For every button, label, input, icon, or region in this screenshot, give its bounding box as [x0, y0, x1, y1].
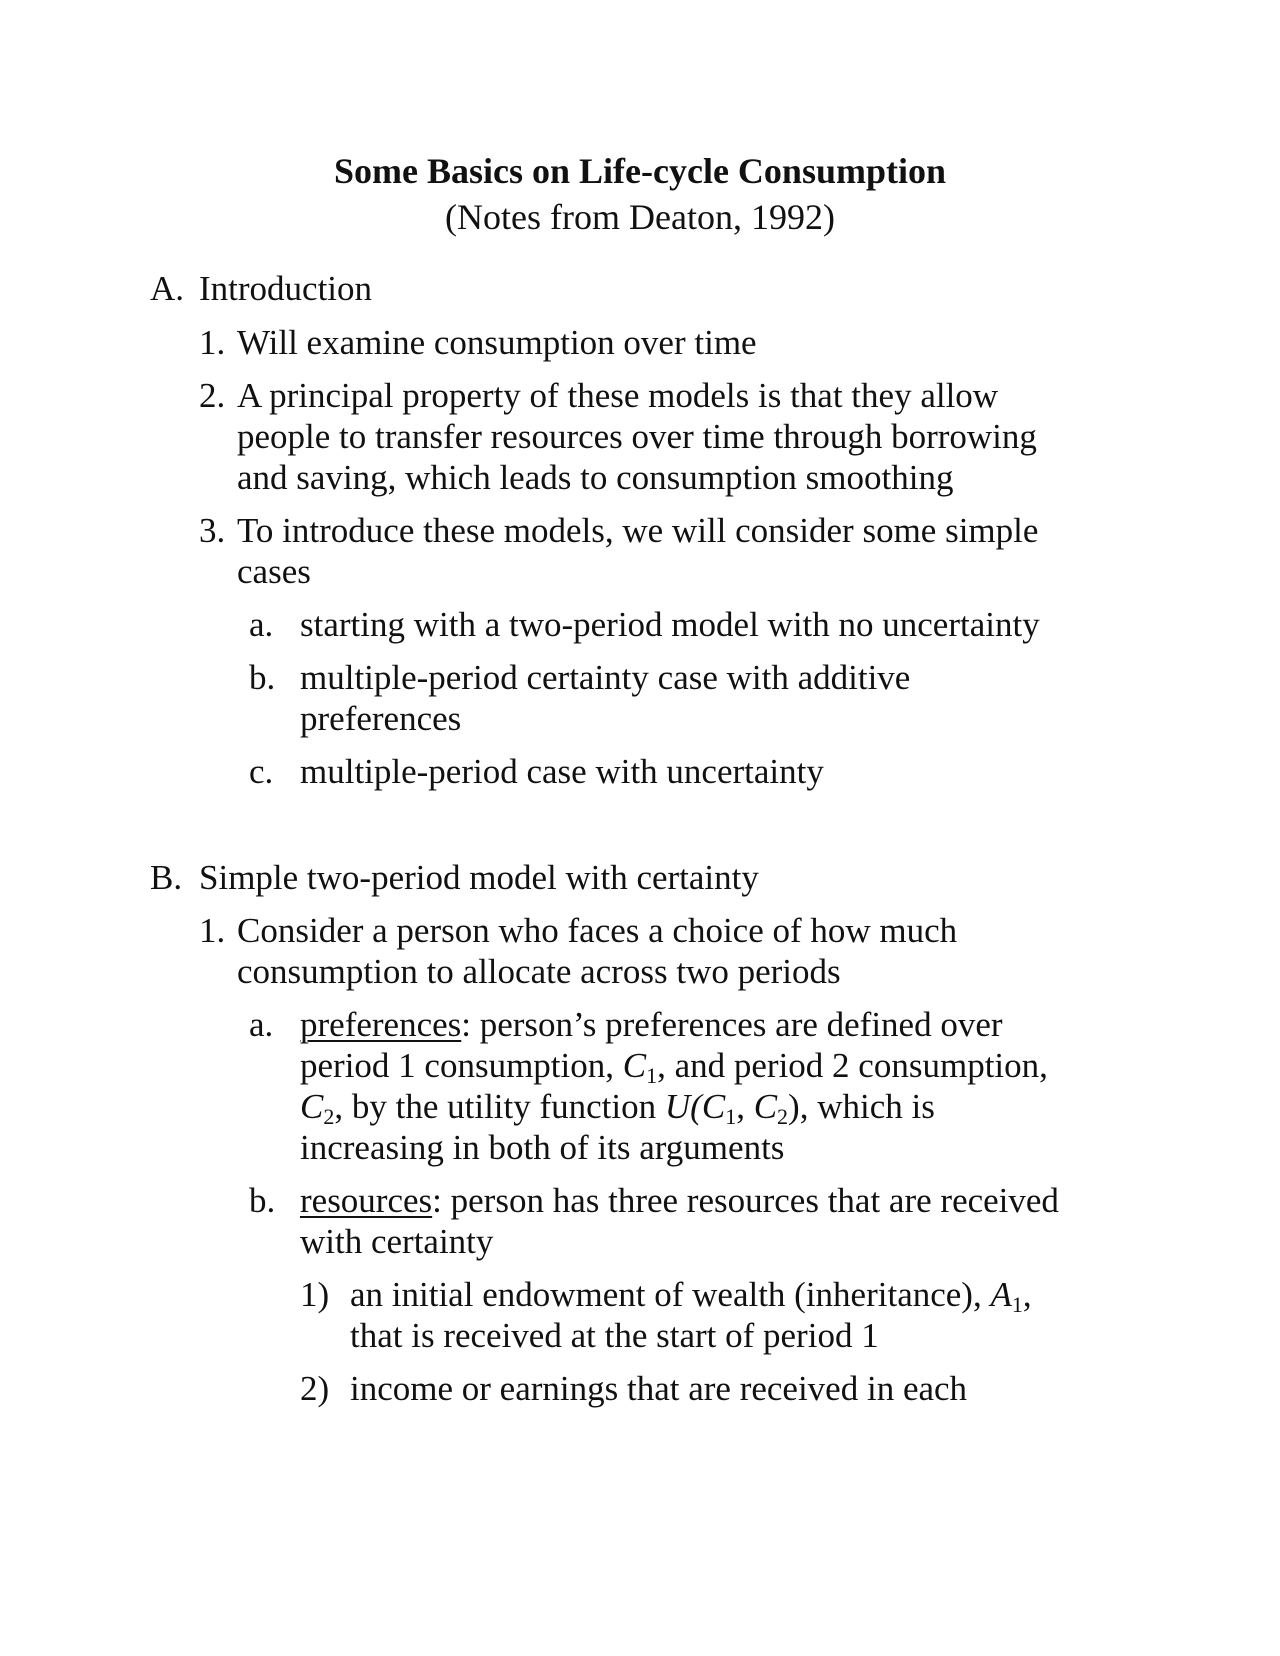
section-a-item-1-line-1: Will examine consumption over time	[237, 323, 757, 362]
section-a-item-3a-marker: a.	[249, 605, 274, 644]
section-a-item-2-line-3: and saving, which leads to consumption smoothing	[237, 458, 954, 497]
resource-1-line-1-text: an initial endowment of wealth (inheritance),	[350, 1275, 991, 1314]
sub-2: 2	[323, 1104, 335, 1129]
section-a-item-3-marker: 3.	[199, 511, 226, 550]
arg-sub-2: 2	[777, 1104, 789, 1129]
arg-sub-1: 1	[725, 1104, 737, 1129]
section-a-item-3-line-1: To introduce these models, we will consider some simple	[237, 511, 1039, 550]
utility-fn: U	[664, 1087, 691, 1126]
resource-2-marker: 2)	[300, 1369, 330, 1408]
arg-c1: C	[701, 1087, 726, 1126]
section-a-item-2-line-1: A principal property of these models is that they allow	[237, 376, 999, 415]
section-a-item-3-line-2: cases	[237, 552, 311, 591]
section-a-item-3c-line-1: multiple-period case with uncertainty	[300, 752, 824, 791]
resources-marker: b.	[249, 1181, 276, 1220]
resource-2-line-1: income or earnings that are received in each	[350, 1369, 968, 1408]
document-subtitle: (Notes from Deaton, 1992)	[445, 197, 835, 237]
resource-1-marker: 1)	[300, 1275, 330, 1314]
section-a-item-2-marker: 2.	[199, 376, 226, 415]
section-b-item-1-line-2: consumption to allocate across two periods	[237, 952, 841, 991]
resources-line-1-text: : person has three resources that are received	[432, 1181, 1059, 1220]
section-a-heading: Introduction	[199, 269, 373, 308]
sub-a1: 1	[1011, 1292, 1023, 1317]
preferences-line-1	[300, 1004, 1003, 1046]
section-b-marker: B.	[150, 858, 183, 897]
section-b-item-1-line-1: Consider a person who faces a choice of how much	[237, 911, 958, 950]
arg-c2: C	[753, 1087, 778, 1126]
var-c1: C	[622, 1046, 647, 1085]
section-a-item-3b-line-2: preferences	[300, 699, 462, 738]
section-a-item-2-line-2: people to transfer resources over time through borrowing	[237, 417, 1037, 456]
preferences-line-2	[300, 1045, 1048, 1087]
var-c2: C	[300, 1087, 324, 1126]
section-b-heading: Simple two-period model with certainty	[199, 858, 759, 897]
section-a-item-3a-line-1: starting with a two-period model with no uncertainty	[300, 605, 1040, 644]
resource-1-line-1	[350, 1274, 1032, 1316]
resources-line-2: with certainty	[300, 1222, 494, 1261]
section-a-item-3b-marker: b.	[249, 658, 276, 697]
preferences-line-3	[300, 1086, 935, 1128]
preferences-line-1-text: : person’s preferences are defined over	[461, 1005, 1003, 1044]
section-a-marker: A.	[150, 269, 185, 308]
preferences-line-2-tail: , and period 2 consumption,	[657, 1046, 1048, 1085]
preferences-term: preferences	[300, 1005, 462, 1044]
preferences-marker: a.	[249, 1005, 274, 1044]
section-a-item-1-marker: 1.	[199, 323, 226, 362]
preferences-line-3-text: , by the utility function	[334, 1087, 665, 1126]
var-a1: A	[990, 1275, 1012, 1314]
paren-open: (	[690, 1087, 702, 1126]
resources-line-1	[300, 1180, 1059, 1222]
section-a-item-3c-marker: c.	[249, 752, 274, 791]
preferences-line-3-tail: ), which is	[788, 1087, 935, 1126]
preferences-line-2-text: period 1 consumption,	[300, 1046, 623, 1085]
document-title: Some Basics on Life-cycle Consumption	[334, 151, 946, 191]
resource-1-line-2: that is received at the start of period 1	[350, 1316, 879, 1355]
resource-1-line-1-tail: ,	[1022, 1275, 1032, 1314]
sub-1: 1	[646, 1063, 658, 1088]
resources-term: resources	[300, 1181, 433, 1220]
section-b-item-1-marker: 1.	[199, 911, 226, 950]
arg-comma: ,	[736, 1087, 754, 1126]
section-a-item-3b-line-1: multiple-period certainty case with additive	[300, 658, 911, 697]
preferences-line-4: increasing in both of its arguments	[300, 1128, 785, 1167]
